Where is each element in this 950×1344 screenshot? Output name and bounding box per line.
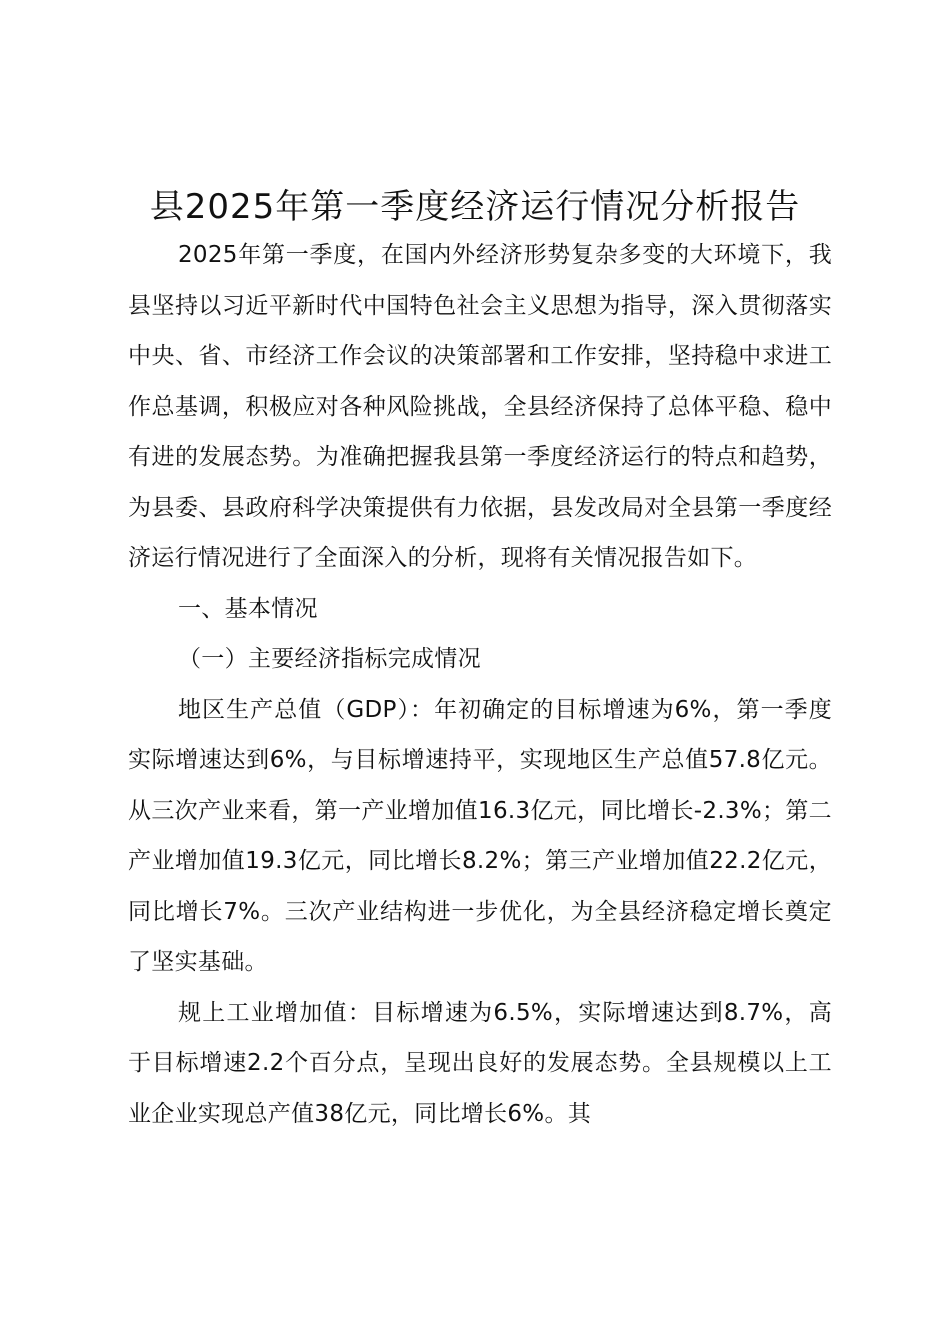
- paragraph-gdp: 地区生产总值（GDP）：年初确定的目标增速为6%，第一季度实际增速达到6%，与目标增速持平，实现地区生产总值57.8亿元。从三次产业来看，第一产业增加值16.3亿元，同比增长-2.3%；第二产业增加值19.3亿元，同比增长8.2%；第三产业增加值22.2亿元，同比增长7%。三次产业结构进一步优化，为全县经济稳定增长奠定了坚实基础。: [128, 696, 832, 975]
- heading-basic-situation: 一、基本情况: [178, 595, 318, 622]
- subheading-main-indicators: （一）主要经济指标完成情况: [178, 646, 481, 672]
- document-body: [128, 230, 832, 1139]
- document-title: 县2025年第一季度经济运行情况分析报告: [149, 187, 801, 227]
- paragraph-intro: 2025年第一季度，在国内外经济形势复杂多变的大环境下，我县坚持以习近平新时代中国特色社会主义思想为指导，深入贯彻落实中央、省、市经济工作会议的决策部署和工作安排，坚持稳中求进工作总基调，积极应对各种风险挑战，全县经济保持了总体平稳、稳中有进的发展态势。为准确把握我县第一季度经济运行的特点和趋势，为县委、县政府科学决策提供有力依据，县发改局对全县第一季度经济运行情况进行了全面深入的分析，现将有关情况报告如下。: [128, 242, 832, 571]
- paragraph-industrial-value: 规上工业增加值：目标增速为6.5%，实际增速达到8.7%，高于目标增速2.2个百分点，呈现出良好的发展态势。全县规模以上工业企业实现总产值38亿元，同比增长6%。其: [128, 999, 832, 1127]
